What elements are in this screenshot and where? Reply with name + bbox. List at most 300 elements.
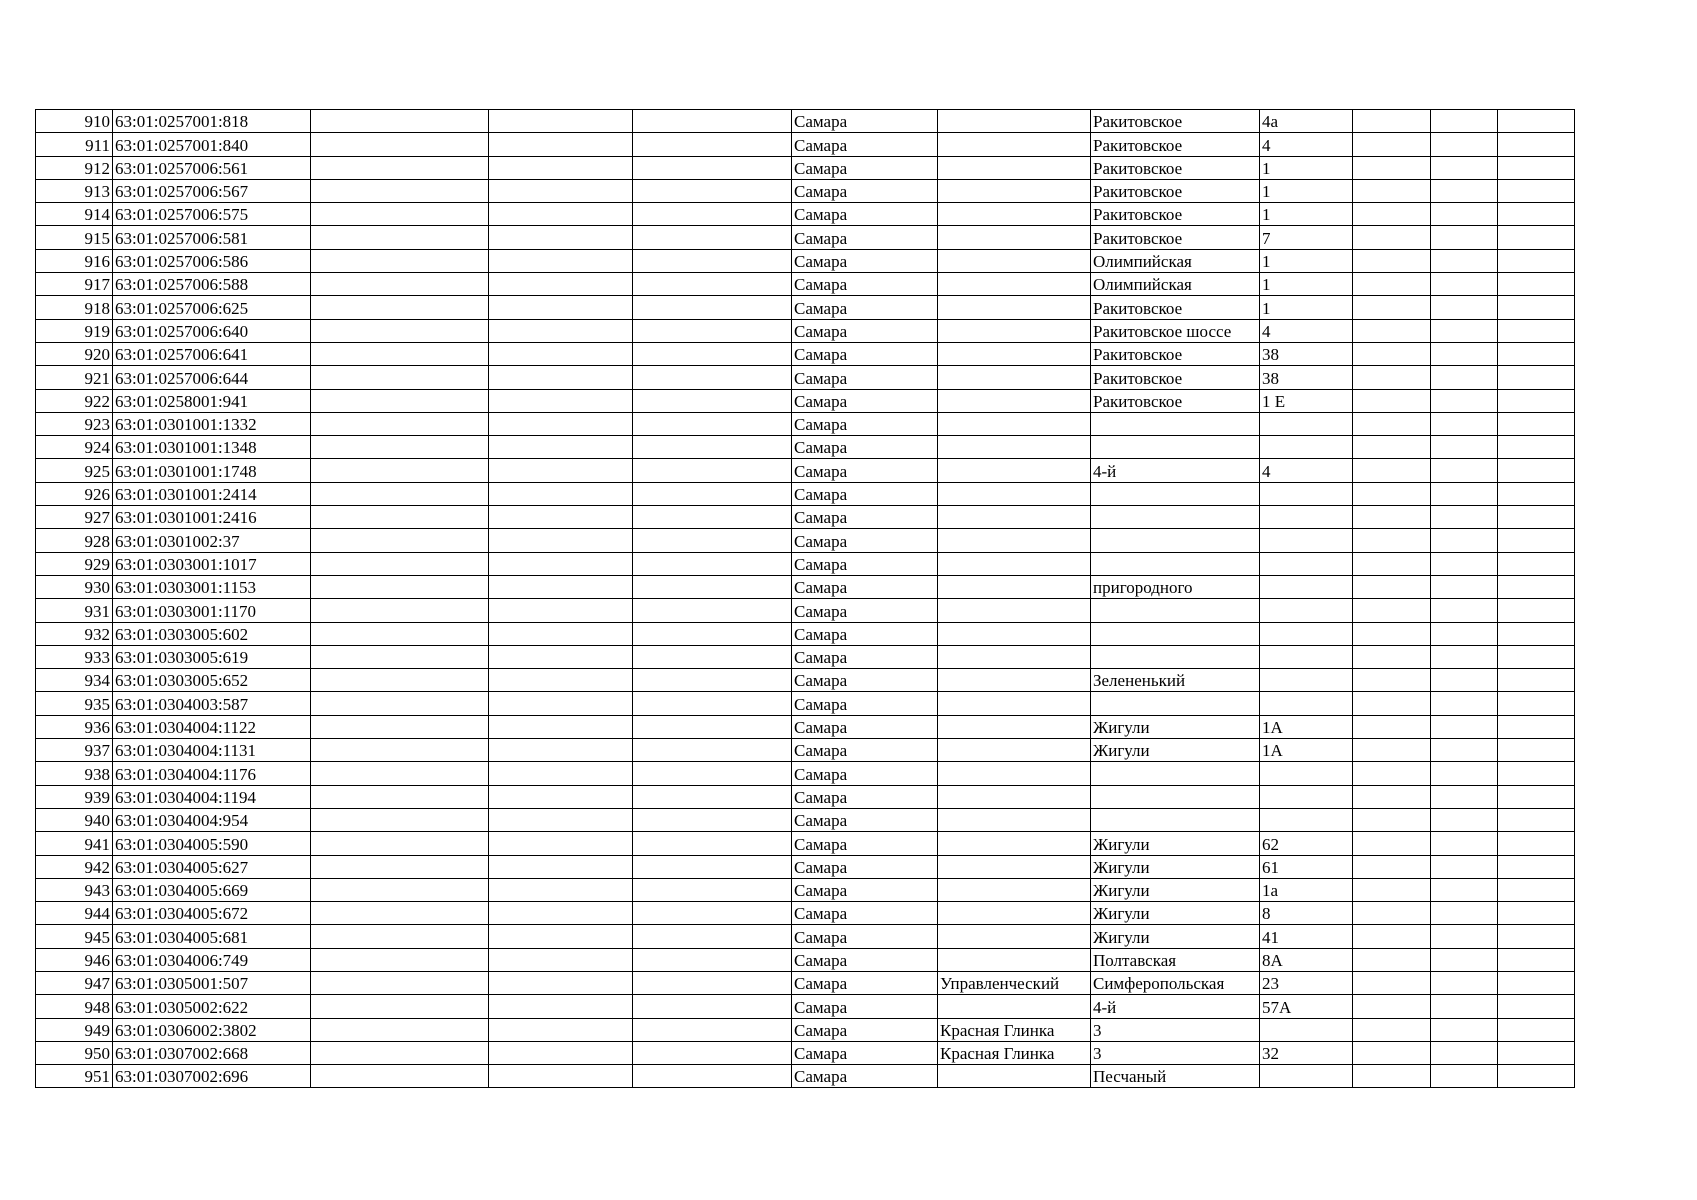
blank-cell-10 <box>1353 669 1431 692</box>
blank-cell-11 <box>1431 436 1498 459</box>
blank-cell-3 <box>311 808 489 831</box>
blank-cell-3 <box>311 832 489 855</box>
blank-cell-10 <box>1353 156 1431 179</box>
blank-cell-11 <box>1431 203 1498 226</box>
blank-cell-12 <box>1498 529 1575 552</box>
blank-cell-5 <box>633 669 792 692</box>
locality-cell <box>938 110 1091 133</box>
blank-cell-4 <box>489 832 633 855</box>
blank-cell-3 <box>311 412 489 435</box>
house-number-cell <box>1260 529 1353 552</box>
street-cell: Ракитовское <box>1091 296 1260 319</box>
house-number-cell <box>1260 506 1353 529</box>
blank-cell-4 <box>489 412 633 435</box>
cadastral-number-cell: 63:01:0257001:840 <box>113 133 311 156</box>
blank-cell-4 <box>489 506 633 529</box>
cadastral-number-cell: 63:01:0303001:1017 <box>113 552 311 575</box>
blank-cell-12 <box>1498 110 1575 133</box>
blank-cell-4 <box>489 599 633 622</box>
locality-cell: Красная Глинка <box>938 1018 1091 1041</box>
blank-cell-11 <box>1431 599 1498 622</box>
table-row <box>36 599 1575 622</box>
locality-cell <box>938 715 1091 738</box>
blank-cell-12 <box>1498 669 1575 692</box>
row-number-cell: 944 <box>36 902 113 925</box>
blank-cell-4 <box>489 808 633 831</box>
city-cell: Самара <box>792 692 938 715</box>
house-number-cell: 1 <box>1260 179 1353 202</box>
row-number-cell: 914 <box>36 203 113 226</box>
blank-cell-5 <box>633 482 792 505</box>
cadastral-number-cell: 63:01:0301001:2414 <box>113 482 311 505</box>
house-number-cell: 1А <box>1260 715 1353 738</box>
table-row <box>36 552 1575 575</box>
blank-cell-4 <box>489 692 633 715</box>
blank-cell-10 <box>1353 878 1431 901</box>
street-cell: Жигули <box>1091 832 1260 855</box>
blank-cell-12 <box>1498 855 1575 878</box>
cadastral-number-cell: 63:01:0304005:627 <box>113 855 311 878</box>
table-row <box>36 575 1575 598</box>
row-number-cell: 949 <box>36 1018 113 1041</box>
street-cell: Ракитовское <box>1091 366 1260 389</box>
blank-cell-5 <box>633 785 792 808</box>
blank-cell-10 <box>1353 575 1431 598</box>
cadastral-number-cell: 63:01:0304005:672 <box>113 902 311 925</box>
table-row <box>36 273 1575 296</box>
city-cell: Самара <box>792 436 938 459</box>
house-number-cell <box>1260 669 1353 692</box>
blank-cell-11 <box>1431 669 1498 692</box>
blank-cell-3 <box>311 902 489 925</box>
street-cell: Жигули <box>1091 902 1260 925</box>
blank-cell-10 <box>1353 995 1431 1018</box>
street-cell <box>1091 506 1260 529</box>
street-cell: Ракитовское шоссе <box>1091 319 1260 342</box>
row-number-cell: 934 <box>36 669 113 692</box>
table-row <box>36 226 1575 249</box>
blank-cell-3 <box>311 995 489 1018</box>
blank-cell-5 <box>633 156 792 179</box>
city-cell: Самара <box>792 342 938 365</box>
house-number-cell: 57А <box>1260 995 1353 1018</box>
blank-cell-3 <box>311 669 489 692</box>
blank-cell-4 <box>489 645 633 668</box>
locality-cell <box>938 902 1091 925</box>
blank-cell-10 <box>1353 273 1431 296</box>
table-row <box>36 296 1575 319</box>
row-number-cell: 931 <box>36 599 113 622</box>
locality-cell <box>938 878 1091 901</box>
street-cell <box>1091 599 1260 622</box>
city-cell: Самара <box>792 133 938 156</box>
house-number-cell: 8А <box>1260 948 1353 971</box>
street-cell: 4-й <box>1091 459 1260 482</box>
blank-cell-5 <box>633 599 792 622</box>
row-number-cell: 937 <box>36 739 113 762</box>
locality-cell <box>938 366 1091 389</box>
locality-cell <box>938 552 1091 575</box>
blank-cell-5 <box>633 226 792 249</box>
cadastral-number-cell: 63:01:0257006:567 <box>113 179 311 202</box>
locality-cell <box>938 925 1091 948</box>
locality-cell <box>938 342 1091 365</box>
city-cell: Самара <box>792 1018 938 1041</box>
locality-cell <box>938 529 1091 552</box>
blank-cell-12 <box>1498 1018 1575 1041</box>
blank-cell-5 <box>633 808 792 831</box>
table-row <box>36 110 1575 133</box>
blank-cell-4 <box>489 319 633 342</box>
locality-cell <box>938 832 1091 855</box>
row-number-cell: 933 <box>36 645 113 668</box>
blank-cell-5 <box>633 1018 792 1041</box>
blank-cell-11 <box>1431 1018 1498 1041</box>
house-number-cell <box>1260 412 1353 435</box>
blank-cell-4 <box>489 1065 633 1088</box>
blank-cell-3 <box>311 506 489 529</box>
street-cell: пригородного <box>1091 575 1260 598</box>
locality-cell: Красная Глинка <box>938 1041 1091 1064</box>
blank-cell-10 <box>1353 971 1431 994</box>
blank-cell-3 <box>311 762 489 785</box>
table-row <box>36 948 1575 971</box>
house-number-cell <box>1260 785 1353 808</box>
city-cell: Самара <box>792 482 938 505</box>
blank-cell-5 <box>633 645 792 668</box>
locality-cell <box>938 389 1091 412</box>
city-cell: Самара <box>792 412 938 435</box>
blank-cell-12 <box>1498 739 1575 762</box>
house-number-cell <box>1260 1065 1353 1088</box>
blank-cell-10 <box>1353 459 1431 482</box>
cadastral-number-cell: 63:01:0304003:587 <box>113 692 311 715</box>
blank-cell-4 <box>489 855 633 878</box>
table-row <box>36 739 1575 762</box>
blank-cell-5 <box>633 902 792 925</box>
cadastral-number-cell: 63:01:0304004:954 <box>113 808 311 831</box>
table-row <box>36 342 1575 365</box>
blank-cell-5 <box>633 133 792 156</box>
data-table <box>35 109 1575 1088</box>
house-number-cell: 62 <box>1260 832 1353 855</box>
blank-cell-11 <box>1431 133 1498 156</box>
blank-cell-10 <box>1353 1065 1431 1088</box>
blank-cell-11 <box>1431 1065 1498 1088</box>
street-cell: Ракитовское <box>1091 342 1260 365</box>
blank-cell-10 <box>1353 203 1431 226</box>
blank-cell-4 <box>489 436 633 459</box>
table-row <box>36 925 1575 948</box>
blank-cell-11 <box>1431 296 1498 319</box>
blank-cell-12 <box>1498 296 1575 319</box>
locality-cell <box>938 622 1091 645</box>
house-number-cell <box>1260 482 1353 505</box>
locality-cell <box>938 296 1091 319</box>
blank-cell-3 <box>311 179 489 202</box>
row-number-cell: 925 <box>36 459 113 482</box>
blank-cell-10 <box>1353 179 1431 202</box>
street-cell: 4-й <box>1091 995 1260 1018</box>
blank-cell-4 <box>489 179 633 202</box>
street-cell <box>1091 785 1260 808</box>
blank-cell-10 <box>1353 715 1431 738</box>
house-number-cell <box>1260 552 1353 575</box>
city-cell: Самара <box>792 319 938 342</box>
table-row <box>36 319 1575 342</box>
city-cell: Самара <box>792 203 938 226</box>
blank-cell-4 <box>489 715 633 738</box>
house-number-cell: 1 <box>1260 156 1353 179</box>
city-cell: Самара <box>792 296 938 319</box>
city-cell: Самара <box>792 971 938 994</box>
blank-cell-11 <box>1431 645 1498 668</box>
blank-cell-12 <box>1498 436 1575 459</box>
city-cell: Самара <box>792 902 938 925</box>
city-cell: Самара <box>792 855 938 878</box>
blank-cell-3 <box>311 226 489 249</box>
table-row <box>36 1065 1575 1088</box>
blank-cell-5 <box>633 715 792 738</box>
blank-cell-4 <box>489 366 633 389</box>
blank-cell-11 <box>1431 459 1498 482</box>
blank-cell-5 <box>633 1065 792 1088</box>
blank-cell-5 <box>633 389 792 412</box>
cadastral-number-cell: 63:01:0303001:1153 <box>113 575 311 598</box>
table-row <box>36 785 1575 808</box>
blank-cell-5 <box>633 110 792 133</box>
row-number-cell: 926 <box>36 482 113 505</box>
row-number-cell: 942 <box>36 855 113 878</box>
blank-cell-11 <box>1431 622 1498 645</box>
city-cell: Самара <box>792 995 938 1018</box>
row-number-cell: 912 <box>36 156 113 179</box>
house-number-cell: 1 <box>1260 203 1353 226</box>
cadastral-number-cell: 63:01:0306002:3802 <box>113 1018 311 1041</box>
locality-cell <box>938 249 1091 272</box>
blank-cell-3 <box>311 925 489 948</box>
city-cell: Самара <box>792 1041 938 1064</box>
row-number-cell: 943 <box>36 878 113 901</box>
blank-cell-12 <box>1498 1065 1575 1088</box>
city-cell: Самара <box>792 739 938 762</box>
blank-cell-12 <box>1498 1041 1575 1064</box>
locality-cell <box>938 226 1091 249</box>
street-cell <box>1091 482 1260 505</box>
cadastral-number-cell: 63:01:0257006:561 <box>113 156 311 179</box>
table-row <box>36 133 1575 156</box>
street-cell: 3 <box>1091 1018 1260 1041</box>
blank-cell-10 <box>1353 506 1431 529</box>
house-number-cell <box>1260 436 1353 459</box>
locality-cell <box>938 948 1091 971</box>
blank-cell-3 <box>311 436 489 459</box>
house-number-cell <box>1260 645 1353 668</box>
cadastral-number-cell: 63:01:0257006:588 <box>113 273 311 296</box>
blank-cell-4 <box>489 575 633 598</box>
city-cell: Самара <box>792 156 938 179</box>
house-number-cell: 7 <box>1260 226 1353 249</box>
locality-cell <box>938 739 1091 762</box>
row-number-cell: 946 <box>36 948 113 971</box>
blank-cell-11 <box>1431 692 1498 715</box>
blank-cell-10 <box>1353 692 1431 715</box>
locality-cell <box>938 692 1091 715</box>
blank-cell-4 <box>489 389 633 412</box>
table-row <box>36 645 1575 668</box>
city-cell: Самара <box>792 948 938 971</box>
row-number-cell: 928 <box>36 529 113 552</box>
street-cell: Жигули <box>1091 925 1260 948</box>
table-row <box>36 808 1575 831</box>
blank-cell-5 <box>633 855 792 878</box>
street-cell: Жигули <box>1091 855 1260 878</box>
blank-cell-4 <box>489 552 633 575</box>
table-row <box>36 506 1575 529</box>
house-number-cell: 1 Е <box>1260 389 1353 412</box>
blank-cell-10 <box>1353 1041 1431 1064</box>
blank-cell-5 <box>633 948 792 971</box>
blank-cell-5 <box>633 366 792 389</box>
blank-cell-12 <box>1498 156 1575 179</box>
city-cell: Самара <box>792 226 938 249</box>
blank-cell-5 <box>633 832 792 855</box>
blank-cell-11 <box>1431 762 1498 785</box>
cadastral-number-cell: 63:01:0257006:640 <box>113 319 311 342</box>
locality-cell <box>938 855 1091 878</box>
blank-cell-12 <box>1498 878 1575 901</box>
blank-cell-10 <box>1353 389 1431 412</box>
blank-cell-4 <box>489 995 633 1018</box>
street-cell: Олимпийская <box>1091 249 1260 272</box>
cadastral-number-cell: 63:01:0301001:1332 <box>113 412 311 435</box>
blank-cell-5 <box>633 179 792 202</box>
street-cell: Ракитовское <box>1091 389 1260 412</box>
blank-cell-3 <box>311 552 489 575</box>
table-row <box>36 482 1575 505</box>
blank-cell-3 <box>311 948 489 971</box>
city-cell: Самара <box>792 1065 938 1088</box>
city-cell: Самара <box>792 529 938 552</box>
blank-cell-12 <box>1498 203 1575 226</box>
blank-cell-11 <box>1431 179 1498 202</box>
blank-cell-11 <box>1431 529 1498 552</box>
street-cell: Ракитовское <box>1091 203 1260 226</box>
city-cell: Самара <box>792 669 938 692</box>
blank-cell-5 <box>633 296 792 319</box>
blank-cell-5 <box>633 319 792 342</box>
row-number-cell: 950 <box>36 1041 113 1064</box>
cadastral-number-cell: 63:01:0304006:749 <box>113 948 311 971</box>
locality-cell <box>938 995 1091 1018</box>
blank-cell-4 <box>489 878 633 901</box>
table-row <box>36 855 1575 878</box>
table-row <box>36 156 1575 179</box>
blank-cell-3 <box>311 110 489 133</box>
blank-cell-10 <box>1353 925 1431 948</box>
blank-cell-3 <box>311 529 489 552</box>
locality-cell <box>938 319 1091 342</box>
blank-cell-4 <box>489 925 633 948</box>
row-number-cell: 921 <box>36 366 113 389</box>
city-cell: Самара <box>792 878 938 901</box>
house-number-cell: 61 <box>1260 855 1353 878</box>
house-number-cell: 38 <box>1260 366 1353 389</box>
blank-cell-11 <box>1431 971 1498 994</box>
blank-cell-12 <box>1498 692 1575 715</box>
blank-cell-10 <box>1353 622 1431 645</box>
blank-cell-10 <box>1353 436 1431 459</box>
table-row <box>36 762 1575 785</box>
house-number-cell <box>1260 1018 1353 1041</box>
blank-cell-5 <box>633 762 792 785</box>
blank-cell-11 <box>1431 342 1498 365</box>
house-number-cell: 32 <box>1260 1041 1353 1064</box>
blank-cell-5 <box>633 459 792 482</box>
city-cell: Самара <box>792 366 938 389</box>
blank-cell-3 <box>311 855 489 878</box>
street-cell <box>1091 808 1260 831</box>
blank-cell-12 <box>1498 319 1575 342</box>
blank-cell-11 <box>1431 482 1498 505</box>
blank-cell-11 <box>1431 366 1498 389</box>
street-cell <box>1091 645 1260 668</box>
blank-cell-12 <box>1498 622 1575 645</box>
blank-cell-3 <box>311 273 489 296</box>
row-number-cell: 911 <box>36 133 113 156</box>
blank-cell-4 <box>489 948 633 971</box>
blank-cell-5 <box>633 925 792 948</box>
row-number-cell: 938 <box>36 762 113 785</box>
locality-cell <box>938 645 1091 668</box>
row-number-cell: 915 <box>36 226 113 249</box>
locality-cell <box>938 482 1091 505</box>
locality-cell <box>938 179 1091 202</box>
blank-cell-10 <box>1353 785 1431 808</box>
blank-cell-10 <box>1353 1018 1431 1041</box>
blank-cell-11 <box>1431 878 1498 901</box>
cadastral-number-cell: 63:01:0303005:602 <box>113 622 311 645</box>
blank-cell-5 <box>633 436 792 459</box>
street-cell: Песчаный <box>1091 1065 1260 1088</box>
blank-cell-12 <box>1498 342 1575 365</box>
table-row <box>36 389 1575 412</box>
blank-cell-10 <box>1353 412 1431 435</box>
table-row <box>36 902 1575 925</box>
blank-cell-11 <box>1431 552 1498 575</box>
blank-cell-10 <box>1353 249 1431 272</box>
blank-cell-12 <box>1498 133 1575 156</box>
blank-cell-3 <box>311 459 489 482</box>
blank-cell-4 <box>489 482 633 505</box>
locality-cell <box>938 156 1091 179</box>
blank-cell-3 <box>311 482 489 505</box>
table-row <box>36 179 1575 202</box>
blank-cell-5 <box>633 529 792 552</box>
street-cell: Зелененький <box>1091 669 1260 692</box>
cadastral-number-cell: 63:01:0304004:1194 <box>113 785 311 808</box>
locality-cell <box>938 203 1091 226</box>
blank-cell-12 <box>1498 762 1575 785</box>
cadastral-number-cell: 63:01:0301002:37 <box>113 529 311 552</box>
blank-cell-12 <box>1498 575 1575 598</box>
table-row <box>36 366 1575 389</box>
blank-cell-10 <box>1353 319 1431 342</box>
blank-cell-3 <box>311 203 489 226</box>
cadastral-number-cell: 63:01:0303001:1170 <box>113 599 311 622</box>
street-cell: Олимпийская <box>1091 273 1260 296</box>
locality-cell <box>938 273 1091 296</box>
